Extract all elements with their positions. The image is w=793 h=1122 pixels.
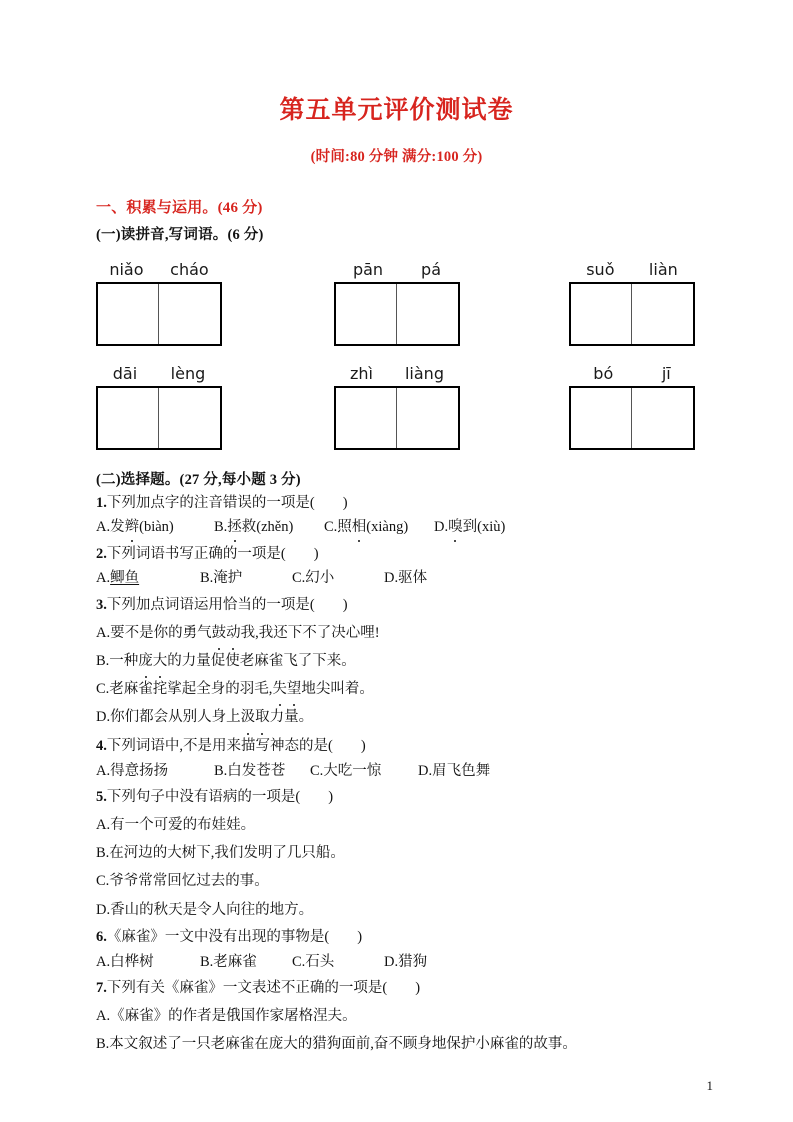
- option-c[interactable]: [292, 951, 384, 973]
- pinyin-item: [96, 364, 334, 450]
- option-a[interactable]: [96, 811, 713, 839]
- option-label: D.: [434, 519, 449, 536]
- question-paren-close: ): [415, 980, 421, 996]
- question-number: 4.: [96, 737, 107, 754]
- option-text: 有一个可爱的布娃娃。: [110, 816, 256, 833]
- pinyin-item: [569, 364, 709, 450]
- answer-box-cell[interactable]: [98, 388, 159, 448]
- dotted-char: 庞: [138, 647, 153, 675]
- question-number: 3.: [96, 596, 107, 613]
- pinyin-syllable: jī: [661, 363, 671, 383]
- dotted-char: 望: [287, 675, 302, 703]
- option-label: A.: [96, 953, 111, 970]
- option-label: B.: [96, 844, 110, 861]
- option-text-post: 救(zhěn): [241, 519, 294, 536]
- question-paren-close: ): [342, 494, 348, 511]
- option-text: 鲫鱼: [110, 570, 140, 587]
- option-label: D.: [96, 901, 111, 918]
- page-title: 第五单元评价测试卷: [279, 97, 514, 124]
- option-label: A.: [96, 816, 111, 833]
- answer-box-cell[interactable]: [159, 388, 220, 448]
- dotted-char: 拯: [227, 516, 242, 538]
- option-text: 本文叙述了一只老麻雀在庞大的猎狗面前,奋不顾身地保护小麻雀的故事。: [109, 1036, 577, 1053]
- question-text: 下列词语书写正确的一项是(: [106, 545, 286, 562]
- option-a[interactable]: [96, 760, 214, 782]
- question-number: 6.: [96, 928, 107, 945]
- pinyin-syllable: dāi: [112, 363, 138, 383]
- question-stem: [96, 927, 713, 949]
- option-a[interactable]: [96, 567, 200, 589]
- dotted-char: 失: [272, 675, 287, 703]
- question-number: 2.: [96, 545, 107, 562]
- dotted-char: 嗅: [448, 516, 463, 538]
- answer-box-cell[interactable]: [336, 388, 397, 448]
- dotted-phrase: [241, 709, 270, 725]
- dotted-char: 取: [255, 703, 270, 731]
- option-text-pre: 老麻雀挓挲起全身的羽毛,: [109, 681, 273, 698]
- pinyin-syllable: bó: [593, 363, 614, 383]
- option-text-post: 的力量促使老麻雀飞了下来。: [167, 652, 356, 669]
- exam-body: [0, 166, 793, 1059]
- answer-box-cell[interactable]: [336, 284, 397, 344]
- pinyin-item: [96, 260, 334, 346]
- option-text-pre: 你们都会从别人身上: [110, 709, 241, 726]
- option-label: A.: [96, 570, 111, 587]
- question-paren-close: ): [313, 545, 319, 562]
- option-label: D.: [418, 762, 433, 779]
- pinyin-syllable: liàng: [404, 363, 444, 383]
- option-label: C.: [324, 519, 338, 536]
- answer-box-cell[interactable]: [397, 388, 458, 448]
- dotted-phrase: [272, 681, 301, 697]
- question-paren-close: ): [328, 788, 334, 805]
- option-a[interactable]: [96, 516, 214, 538]
- section-heading-multiple-choice: (二)选择题。(27 分,每小题 3 分): [96, 471, 301, 488]
- question-options: [96, 567, 713, 589]
- answer-box[interactable]: [569, 282, 695, 346]
- question-stem: [96, 595, 713, 617]
- pinyin-syllable: pá: [421, 259, 441, 279]
- pinyin-syllable: lèng: [170, 363, 206, 383]
- pinyin-row: [96, 260, 713, 346]
- answer-box-cell[interactable]: [632, 284, 693, 344]
- pinyin-label-group: [334, 364, 460, 386]
- question-list: [96, 493, 713, 1059]
- answer-box[interactable]: [334, 282, 460, 346]
- option-c[interactable]: [310, 760, 418, 782]
- section-heading-pinyin-writing: (一)读拼音,写词语。(6 分): [96, 226, 264, 243]
- option-b[interactable]: [200, 567, 292, 589]
- option-text: 白桦树: [110, 953, 154, 970]
- answer-box-cell[interactable]: [632, 388, 693, 448]
- option-text: 老麻雀: [213, 953, 257, 970]
- pinyin-label-group: [569, 364, 695, 386]
- option-text: 在河边的大树下,我们发明了几只船。: [109, 844, 345, 861]
- pinyin-label-group: [96, 260, 222, 282]
- question-text: 下列有关《麻雀》一文表述不正确的一项是(: [106, 980, 388, 996]
- option-text-pre: 要不是你的勇气: [110, 624, 212, 641]
- dotted-char: 鼓: [212, 619, 227, 647]
- option-text: 得意扬扬: [110, 762, 169, 779]
- pinyin-item: [569, 260, 709, 346]
- question-options: [96, 951, 713, 973]
- option-c[interactable]: [96, 675, 713, 703]
- dotted-char: 辫: [125, 516, 140, 538]
- option-b[interactable]: [96, 647, 713, 675]
- question-stem: [96, 493, 713, 515]
- pinyin-syllable: zhì: [350, 363, 373, 383]
- section-heading-part-one: 一、积累与运用。(46 分): [96, 199, 263, 216]
- question-text: 《麻雀》一文中没有出现的事物是(: [106, 928, 330, 945]
- option-c[interactable]: [292, 567, 384, 589]
- option-text-pre: 发: [110, 519, 125, 536]
- dotted-char: 相: [352, 516, 367, 538]
- option-label: D.: [384, 570, 399, 587]
- option-d[interactable]: [96, 896, 713, 924]
- option-d[interactable]: [384, 951, 427, 973]
- answer-box-cell[interactable]: [571, 284, 632, 344]
- pinyin-syllable: niǎo: [109, 259, 144, 279]
- pinyin-row: [96, 364, 713, 450]
- pinyin-item: [334, 364, 569, 450]
- option-text-post: (biàn): [139, 519, 174, 536]
- dotted-phrase: [212, 625, 241, 641]
- option-d[interactable]: [384, 567, 427, 589]
- option-text: 石头: [305, 953, 335, 970]
- answer-box[interactable]: [334, 386, 460, 450]
- option-c[interactable]: [324, 516, 434, 538]
- option-label: A.: [96, 519, 111, 536]
- option-d[interactable]: [434, 516, 505, 538]
- answer-box-cell[interactable]: [397, 284, 458, 344]
- question-paren-close: ): [357, 928, 363, 945]
- pinyin-syllable: liàn: [648, 259, 678, 279]
- dotted-phrase: [138, 653, 167, 669]
- option-b[interactable]: [200, 951, 292, 973]
- option-text-post: 到(xiù): [462, 519, 506, 536]
- pinyin-syllable: pān: [352, 259, 384, 279]
- pinyin-label-group: [96, 364, 222, 386]
- answer-box[interactable]: [96, 282, 222, 346]
- option-text: 白发苍苍: [227, 762, 286, 779]
- question-text: 下列加点字的注音错误的一项是(: [106, 494, 315, 511]
- option-text-post: 力量。: [269, 709, 314, 726]
- question-text: 下列加点词语运用恰当的一项是(: [106, 596, 315, 613]
- pinyin-label-group: [569, 260, 695, 282]
- option-a[interactable]: [96, 619, 713, 647]
- question-number: 1.: [96, 494, 107, 511]
- option-label: C.: [292, 570, 306, 587]
- option-a[interactable]: [96, 951, 200, 973]
- option-label: A.: [96, 762, 111, 779]
- question-text: 下列句子中没有语病的一项是(: [106, 788, 301, 805]
- option-label: B.: [214, 762, 228, 779]
- option-label: A.: [96, 1007, 111, 1024]
- option-label: C.: [96, 681, 110, 698]
- option-d[interactable]: [96, 703, 713, 731]
- pinyin-writing-grid: [96, 260, 713, 450]
- option-text: 大吃一惊: [323, 762, 382, 779]
- option-label: B.: [96, 1036, 110, 1053]
- answer-box[interactable]: [96, 386, 222, 450]
- exam-meta-subtitle: (时间:80 分钟 满分:100 分): [310, 148, 483, 165]
- question-number: 7.: [96, 980, 107, 996]
- dotted-char: 动: [226, 619, 241, 647]
- option-text-post: 我,我还下不了决心哩!: [240, 624, 380, 641]
- option-label: C.: [96, 873, 110, 890]
- option-b[interactable]: [214, 516, 324, 538]
- option-text-pre: 一种: [109, 652, 139, 669]
- option-text: 香山的秋天是令人向往的地方。: [110, 901, 314, 918]
- option-b[interactable]: [96, 1030, 713, 1058]
- option-b[interactable]: [96, 839, 713, 867]
- option-text: 猎狗: [398, 953, 428, 970]
- option-label: D.: [96, 709, 111, 726]
- option-label: A.: [96, 624, 111, 641]
- answer-box-cell[interactable]: [571, 388, 632, 448]
- question-number: 5.: [96, 788, 107, 805]
- option-text: 眉飞色舞: [432, 762, 491, 779]
- option-label: D.: [384, 953, 399, 970]
- option-text: 爷爷常常回忆过去的事。: [109, 873, 269, 890]
- question-stem: [96, 736, 713, 758]
- page-number: 1: [706, 1078, 713, 1093]
- question-stem: [96, 787, 713, 809]
- option-text: 幻小: [305, 570, 335, 587]
- question-paren-close: ): [342, 596, 348, 613]
- answer-box[interactable]: [569, 386, 695, 450]
- dotted-char: 大: [153, 647, 168, 675]
- option-text: 《麻雀》的作者是俄国作家屠格涅夫。: [110, 1007, 357, 1024]
- question-stem: [96, 544, 713, 566]
- pinyin-label-group: [334, 260, 460, 282]
- option-text-post: 地尖叫着。: [301, 681, 374, 698]
- pinyin-syllable: cháo: [170, 259, 209, 279]
- option-label: C.: [310, 762, 324, 779]
- option-text: 淹护: [213, 570, 243, 587]
- option-label: B.: [200, 570, 214, 587]
- option-text-post: (xiàng): [366, 519, 409, 536]
- option-d[interactable]: [418, 760, 490, 782]
- option-label: B.: [96, 652, 110, 669]
- option-c[interactable]: [96, 867, 713, 895]
- question-text: 下列词语中,不是用来描写神态的是(: [106, 737, 333, 754]
- option-text: 驱体: [398, 570, 428, 587]
- pinyin-syllable: suǒ: [586, 259, 615, 279]
- option-label: B.: [200, 953, 214, 970]
- option-text-pre: 照: [337, 519, 352, 536]
- question-stem: [96, 978, 713, 1000]
- question-options: [96, 760, 713, 782]
- option-label: B.: [214, 519, 228, 536]
- answer-box-cell[interactable]: [98, 284, 159, 344]
- option-a[interactable]: [96, 1002, 713, 1030]
- question-paren-close: ): [360, 737, 366, 754]
- pinyin-item: [334, 260, 569, 346]
- question-options: [96, 516, 713, 538]
- option-b[interactable]: [214, 760, 310, 782]
- answer-box-cell[interactable]: [159, 284, 220, 344]
- option-label: C.: [292, 953, 306, 970]
- dotted-char: 汲: [241, 703, 256, 731]
